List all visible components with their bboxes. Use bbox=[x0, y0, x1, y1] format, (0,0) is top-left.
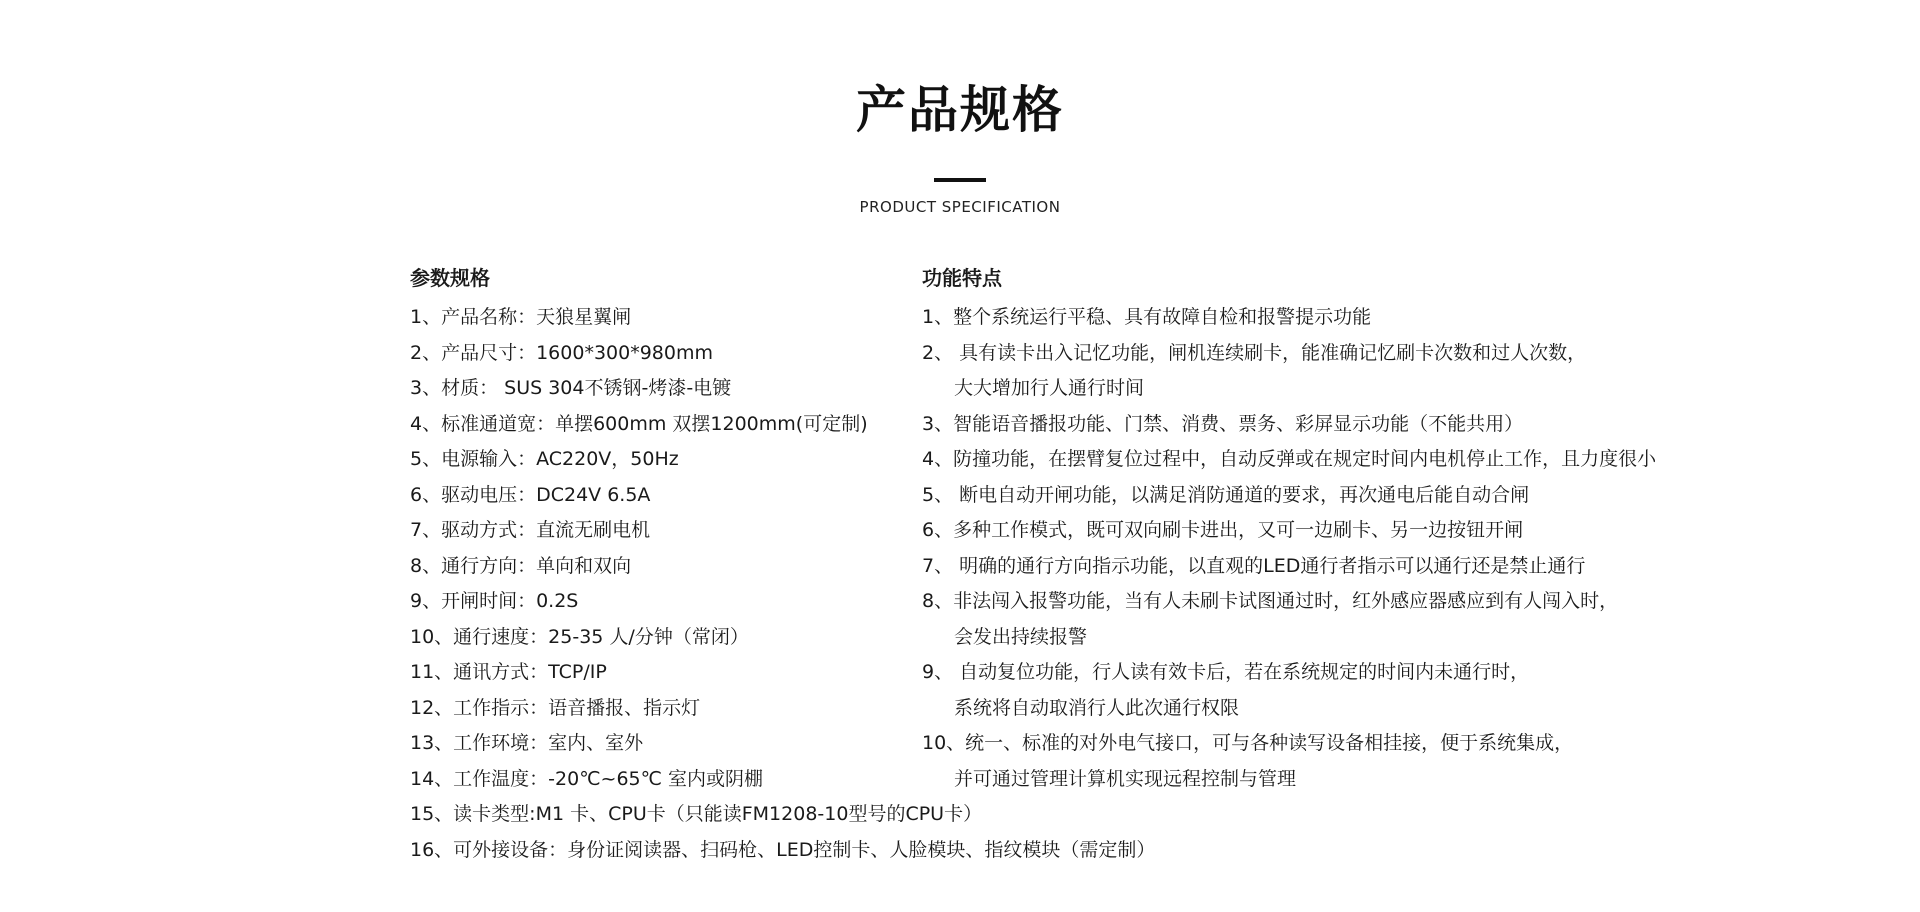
spec-item: 7、驱动方式：直流无刷电机 bbox=[410, 519, 651, 541]
spec-item: 14、工作温度：-20℃~65℃ 室内或阴棚 bbox=[410, 767, 764, 790]
spec-item: 11、通讯方式：TCP/IP bbox=[410, 661, 607, 683]
feature-item: 2、 具有读卡出入记忆功能，闸机连续刷卡，能准确记忆刷卡次数和过人次数， bbox=[922, 341, 1587, 364]
spec-item: 3、材质： SUS 304不锈钢-烤漆-电镀 bbox=[410, 377, 732, 399]
feature-item-continuation: 大大增加行人通行时间 bbox=[954, 377, 1145, 399]
spec-item: 5、电源输入：AC220V，50Hz bbox=[410, 448, 679, 470]
feature-item: 10、统一、标准的对外电气接口，可与各种读写设备相挂接，便于系统集成， bbox=[922, 732, 1574, 754]
spec-item: 12、工作指示：语音播报、指示灯 bbox=[410, 696, 701, 719]
feature-column bbox=[922, 262, 1656, 797]
spec-item: 4、标准通道宽：单摆600mm 双摆1200mm(可定制) bbox=[410, 412, 868, 435]
spec-item: 6、驱动电压：DC24V 6.5A bbox=[410, 483, 651, 506]
feature-item-continuation: 系统将自动取消行人此次通行权限 bbox=[954, 696, 1240, 719]
feature-item: 8、非法闯入报警功能，当有人未刷卡试图通过时，红外感应器感应到有人闯入时， bbox=[922, 590, 1619, 612]
page-header bbox=[0, 80, 1920, 216]
spec-heading: 参数规格 bbox=[410, 266, 490, 290]
feature-item: 5、 断电自动开闸功能，以满足消防通道的要求，再次通电后能自动合闸 bbox=[922, 483, 1530, 506]
feature-item-continuation: 并可通过管理计算机实现远程控制与管理 bbox=[954, 767, 1297, 790]
title-divider bbox=[934, 178, 986, 182]
feature-item: 3、智能语音播报功能、门禁、消费、票务、彩屏显示功能（不能共用） bbox=[922, 412, 1524, 435]
spec-item: 10、通行速度：25-35 人/分钟（常闭） bbox=[410, 625, 749, 648]
spec-item: 13、工作环境：室内、室外 bbox=[410, 732, 644, 754]
spec-item: 16、可外接设备：身份证阅读器、扫码枪、LED控制卡、人脸模块、指纹模块（需定制） bbox=[410, 838, 1156, 861]
feature-item: 9、 自动复位功能，行人读有效卡后，若在系统规定的时间内未通行时， bbox=[922, 661, 1530, 683]
page-title: 产品规格 bbox=[856, 81, 1064, 139]
spec-item: 9、开闸时间：0.2S bbox=[410, 590, 579, 612]
feature-item-continuation: 会发出持续报警 bbox=[954, 625, 1088, 648]
feature-item: 1、整个系统运行平稳、具有故障自检和报警提示功能 bbox=[922, 306, 1372, 328]
spec-item: 1、产品名称：天狼星翼闸 bbox=[410, 306, 632, 328]
spec-item: 2、产品尺寸：1600*300*980mm bbox=[410, 341, 713, 364]
feature-item: 6、多种工作模式，既可双向刷卡进出，又可一边刷卡、另一边按钮开闸 bbox=[922, 519, 1524, 541]
feature-item: 7、 明确的通行方向指示功能，以直观的LED通行者指示可以通行还是禁止通行 bbox=[922, 554, 1586, 577]
spec-item: 15、读卡类型:M1 卡、CPU卡（只能读FM1208-10型号的CPU卡） bbox=[410, 803, 983, 825]
page-subtitle: PRODUCT SPECIFICATION bbox=[859, 198, 1061, 216]
spec-item: 8、通行方向：单向和双向 bbox=[410, 554, 632, 577]
feature-item: 4、防撞功能，在摆臂复位过程中，自动反弹或在规定时间内电机停止工作，且力度很小 bbox=[922, 448, 1657, 470]
feature-heading: 功能特点 bbox=[922, 266, 1002, 290]
